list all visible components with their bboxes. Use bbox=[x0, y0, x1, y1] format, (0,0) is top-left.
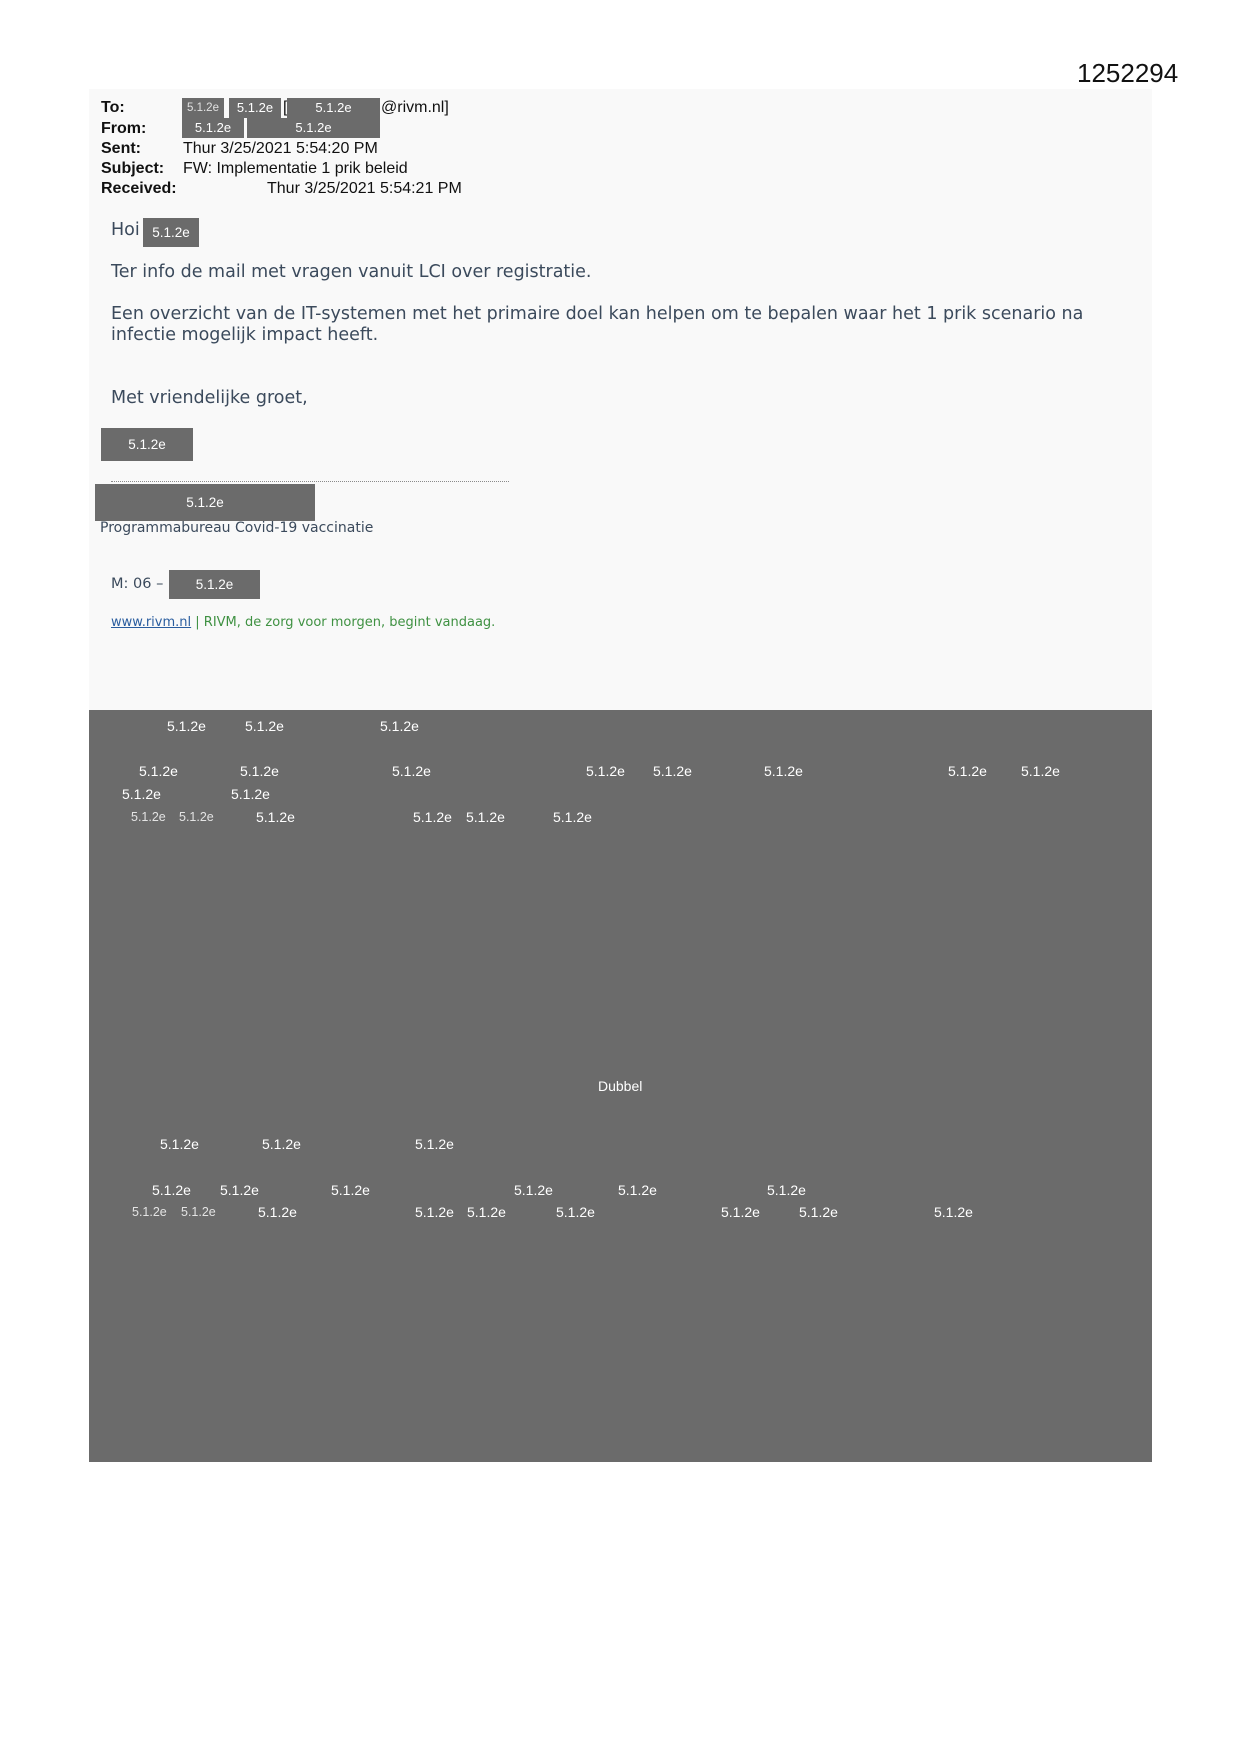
redaction-code-label: 5.1.2e bbox=[152, 1182, 191, 1198]
redaction-box: 5.1.2e bbox=[182, 118, 244, 138]
redaction-code-label: 5.1.2e bbox=[1021, 763, 1060, 779]
redaction-code-label: 5.1.2e bbox=[258, 1204, 297, 1220]
redaction-code-label: 5.1.2e bbox=[764, 763, 803, 779]
redaction-code-label: 5.1.2e bbox=[556, 1204, 595, 1220]
to-address-suffix: @rivm.nl] bbox=[381, 99, 449, 116]
phone-prefix: M: 06 – bbox=[111, 576, 164, 592]
redaction-code-label: 5.1.2e bbox=[415, 1136, 454, 1152]
redaction-box: 5.1.2e bbox=[182, 98, 224, 118]
subject-value: FW: Implementatie 1 prik beleid bbox=[183, 160, 408, 177]
closing: Met vriendelijke groet, bbox=[111, 388, 308, 408]
redaction-code-label: 5.1.2e bbox=[131, 810, 166, 824]
body-line: infectie mogelijk impact heeft. bbox=[111, 325, 379, 345]
redaction-code-label: 5.1.2e bbox=[721, 1204, 760, 1220]
redaction-code-label: 5.1.2e bbox=[380, 718, 419, 734]
redaction-code-label: 5.1.2e bbox=[586, 763, 625, 779]
redaction-box: 5.1.2e bbox=[169, 570, 260, 599]
redaction-code-label: 5.1.2e bbox=[231, 786, 270, 802]
redaction-code-label: 5.1.2e bbox=[553, 809, 592, 825]
sent-label: Sent: bbox=[101, 140, 141, 157]
redaction-code-label: 5.1.2e bbox=[132, 1205, 167, 1219]
redaction-code-label: 5.1.2e bbox=[220, 1182, 259, 1198]
redaction-note-dubbel: Dubbel bbox=[598, 1078, 643, 1094]
from-label: From: bbox=[101, 120, 147, 137]
redaction-code-label: 5.1.2e bbox=[179, 810, 214, 824]
redaction-code-label: 5.1.2e bbox=[240, 763, 279, 779]
greeting: Hoi bbox=[111, 220, 140, 240]
to-open-bracket: [ bbox=[283, 99, 288, 116]
website-link[interactable]: www.rivm.nl bbox=[111, 615, 192, 630]
redaction-code-label: 5.1.2e bbox=[413, 809, 452, 825]
redaction-code-label: 5.1.2e bbox=[245, 718, 284, 734]
redaction-box: 5.1.2e bbox=[143, 218, 199, 247]
body-line: Een overzicht van de IT-systemen met het primaire doel kan helpen om te bepalen waar het 1 prik scenario na bbox=[111, 304, 1084, 324]
redaction-code-label: 5.1.2e bbox=[514, 1182, 553, 1198]
document-number: 1252294 bbox=[1077, 58, 1179, 88]
redaction-code-label: 5.1.2e bbox=[948, 763, 987, 779]
redaction-code-label: 5.1.2e bbox=[466, 809, 505, 825]
to-label: To: bbox=[101, 99, 125, 116]
subject-label: Subject: bbox=[101, 160, 165, 177]
redaction-code-label: 5.1.2e bbox=[167, 718, 206, 734]
redaction-box: 5.1.2e bbox=[229, 98, 281, 118]
body-line: Ter info de mail met vragen vanuit LCI over registratie. bbox=[111, 262, 592, 282]
redaction-box: 5.1.2e bbox=[287, 98, 380, 118]
redaction-code-label: 5.1.2e bbox=[467, 1204, 506, 1220]
redaction-code-label: 5.1.2e bbox=[618, 1182, 657, 1198]
signature-divider bbox=[111, 481, 509, 482]
redaction-code-label: 5.1.2e bbox=[262, 1136, 301, 1152]
redaction-code-label: 5.1.2e bbox=[331, 1182, 370, 1198]
received-label: Received: bbox=[101, 180, 177, 197]
redaction-code-label: 5.1.2e bbox=[139, 763, 178, 779]
signature-footer bbox=[111, 615, 495, 631]
redaction-code-label: 5.1.2e bbox=[767, 1182, 806, 1198]
redaction-block bbox=[89, 710, 1152, 1462]
redaction-code-label: 5.1.2e bbox=[653, 763, 692, 779]
redaction-code-label: 5.1.2e bbox=[181, 1205, 216, 1219]
redaction-code-label: 5.1.2e bbox=[799, 1204, 838, 1220]
redaction-box: 5.1.2e bbox=[95, 484, 315, 521]
tagline: | RIVM, de zorg voor morgen, begint vandaag. bbox=[195, 615, 496, 630]
redaction-code-label: 5.1.2e bbox=[160, 1136, 199, 1152]
redaction-box: 5.1.2e bbox=[101, 428, 193, 461]
received-value: Thur 3/25/2021 5:54:21 PM bbox=[267, 180, 462, 197]
department: Programmabureau Covid-19 vaccinatie bbox=[100, 520, 374, 536]
redaction-code-label: 5.1.2e bbox=[415, 1204, 454, 1220]
redaction-code-label: 5.1.2e bbox=[392, 763, 431, 779]
redaction-code-label: 5.1.2e bbox=[122, 786, 161, 802]
sent-value: Thur 3/25/2021 5:54:20 PM bbox=[183, 140, 378, 157]
redaction-code-label: 5.1.2e bbox=[256, 809, 295, 825]
redaction-box: 5.1.2e bbox=[247, 118, 380, 138]
redaction-code-label: 5.1.2e bbox=[934, 1204, 973, 1220]
